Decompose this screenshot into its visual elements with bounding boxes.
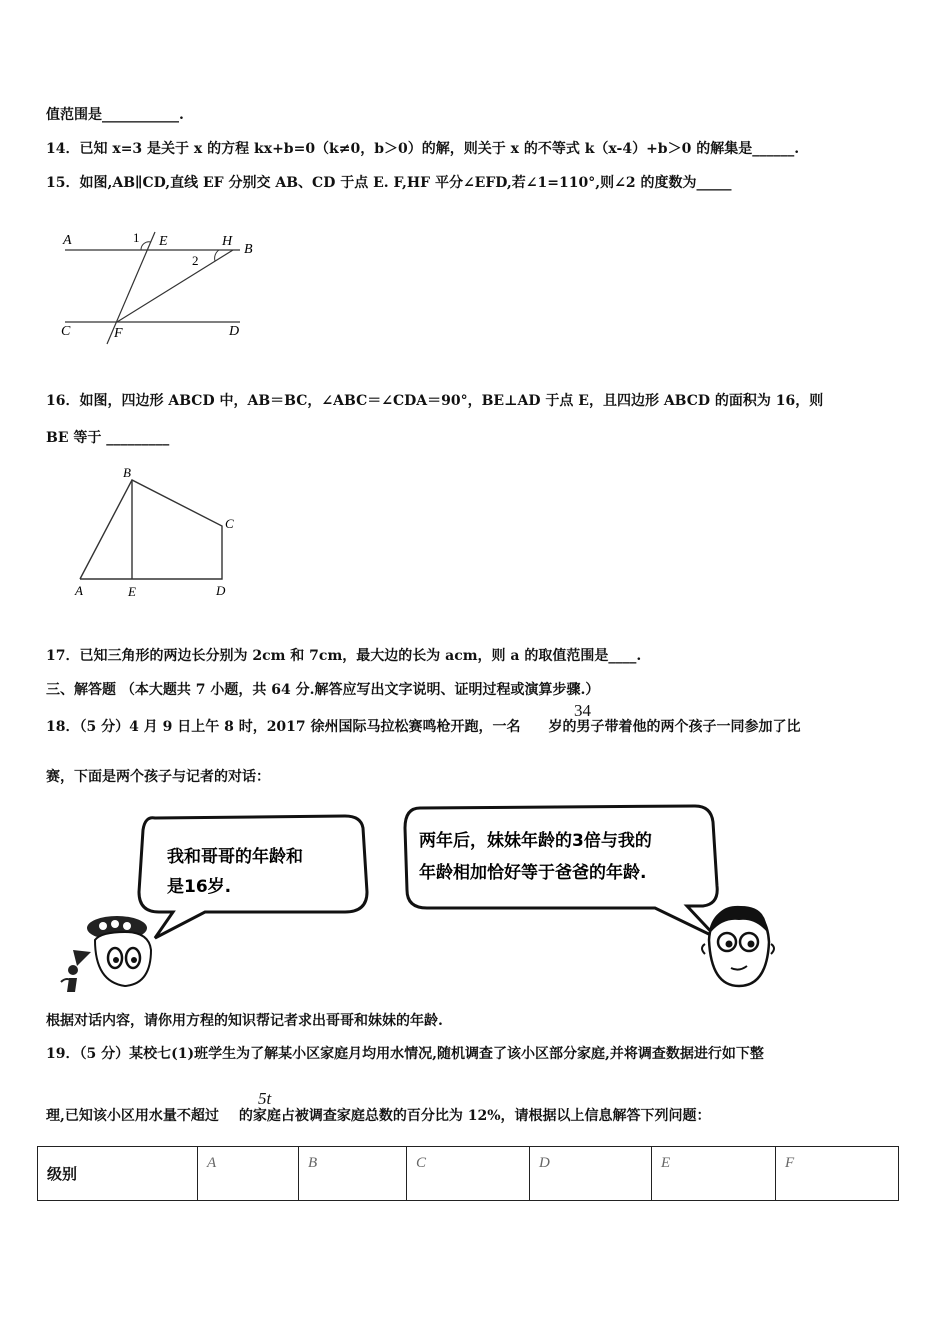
question-14: 14．已知 x=3 是关于 x 的方程 kx+b=0（k≠0，b＞0）的解，则关于 x 的不等式 k（x-4）+b＞0 的解集是______. (46, 141, 800, 157)
table-cell-C: C (407, 1147, 530, 1201)
question-19-line2 (46, 1105, 711, 1125)
table-cell-F: F (776, 1147, 899, 1201)
q19-text-b: 的家庭占被调查家庭总数的百分比为 12%，请根据以上信息解答下列问题： (238, 1108, 711, 1124)
section-3-heading: 三、解答题 （本大题共 7 小题，共 64 分.解答应写出文字说明、证明过程或演算步骤.） (46, 682, 600, 698)
q18-text-b: 岁的男子带着他的两个孩子一同参加了比 (548, 719, 801, 735)
label-F: F (114, 326, 123, 341)
bubble-left-line1: 我和哥哥的年龄和 (167, 847, 303, 867)
label-E: E (159, 234, 168, 249)
label-E: E (128, 584, 136, 599)
dialogue-illustration (55, 800, 785, 1000)
label-H: H (222, 234, 233, 249)
bubble-left-line2: 是16岁. (167, 877, 232, 897)
table-header-cell: 级别 (38, 1147, 198, 1201)
label-C: C (225, 516, 234, 531)
label-D: D (229, 324, 240, 339)
label-A: A (63, 233, 72, 248)
label-D: D (216, 583, 226, 598)
angle-1-label: 1 (133, 230, 140, 245)
table-cell-A: A (198, 1147, 299, 1201)
label-C: C (61, 324, 71, 339)
boy-character (702, 906, 774, 986)
q13-tail: 值范围是___________. (46, 107, 184, 123)
q18-text-a: 18．（5 分）4 月 9 日上午 8 时，2017 徐州国际马拉松赛鸣枪开跑，一名 (46, 719, 521, 735)
water-threshold: 5t (258, 1089, 272, 1108)
label-B: B (123, 465, 131, 480)
question-18-instruction: 根据对话内容，请你用方程的知识帮记者求出哥哥和妹妹的年龄. (46, 1013, 443, 1029)
label-A: A (75, 583, 83, 598)
age-value: 34 (574, 701, 591, 720)
question-16-line2: BE 等于 _________ (46, 430, 170, 446)
question-16-line1: 16．如图，四边形 ABCD 中，AB＝BC，∠ABC＝∠CDA＝90°，BE⊥AD 于点 E，且四边形 ABCD 的面积为 16，则 (46, 393, 824, 409)
question-18-line1 (46, 716, 801, 736)
figure-15-parallel-lines (55, 222, 265, 350)
question-15: 15．如图,AB∥CD,直线 EF 分别交 AB、CD 于点 E. F,HF 平分∠EFD,若∠1=110°,则∠2 的度数为_____ (46, 175, 732, 191)
question-18-line2: 赛，下面是两个孩子与记者的对话： (46, 769, 270, 785)
bubble-right-line1: 两年后，妹妹年龄的3倍与我的 (419, 831, 652, 851)
table-row (38, 1147, 899, 1201)
figure-16-quadrilateral (70, 462, 250, 602)
label-B: B (244, 242, 253, 257)
angle-2-label: 2 (192, 253, 199, 268)
question-19-line1: 19．（5 分）某校七(1)班学生为了解某小区家庭月均用水情况,随机调查了该小区部分家庭,并将调查数据进行如下整 (46, 1046, 764, 1062)
question-17: 17．已知三角形的两边长分别为 2cm 和 7cm，最大边的长为 acm，则 a 的取值范围是____. (46, 648, 642, 664)
grade-table (37, 1146, 899, 1201)
table-cell-E: E (652, 1147, 776, 1201)
bubble-right-line2: 年龄相加恰好等于爸爸的年龄. (419, 863, 647, 883)
q19-text-a: 理,已知该小区用水量不超过 (46, 1108, 219, 1124)
girl-character (61, 916, 151, 992)
table-cell-D: D (530, 1147, 652, 1201)
table-cell-B: B (299, 1147, 407, 1201)
